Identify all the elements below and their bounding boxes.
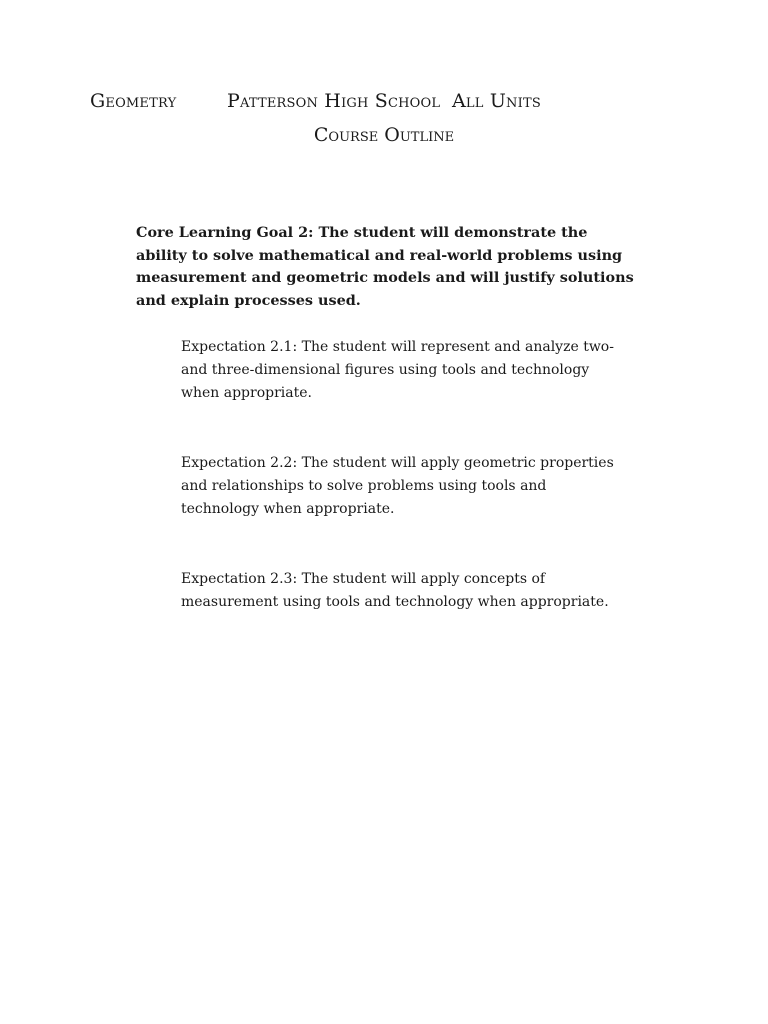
document-title: Course Outline	[313, 124, 455, 146]
document-header	[0, 90, 768, 120]
expectation-item: Expectation 2.1: The student will represent and analyze two- and three-dimensional figures using tools and technology when appropriate.	[181, 339, 614, 401]
expectation-item: Expectation 2.3: The student will apply concepts of measurement using tools and technology when appropriate.	[181, 571, 609, 610]
header-subject: Geometry	[90, 90, 177, 112]
core-learning-goal: Core Learning Goal 2: The student will demonstrate the ability to solve mathematical and real-world problems using measurement and geometric models and will justify solutions and explain processes used.	[136, 224, 634, 309]
header-units: All Units	[452, 90, 541, 112]
expectation-item: Expectation 2.2: The student will apply geometric properties and relationships to solve problems using tools and technology when appropriate.	[181, 455, 614, 517]
header-school: Patterson High School	[227, 90, 441, 112]
